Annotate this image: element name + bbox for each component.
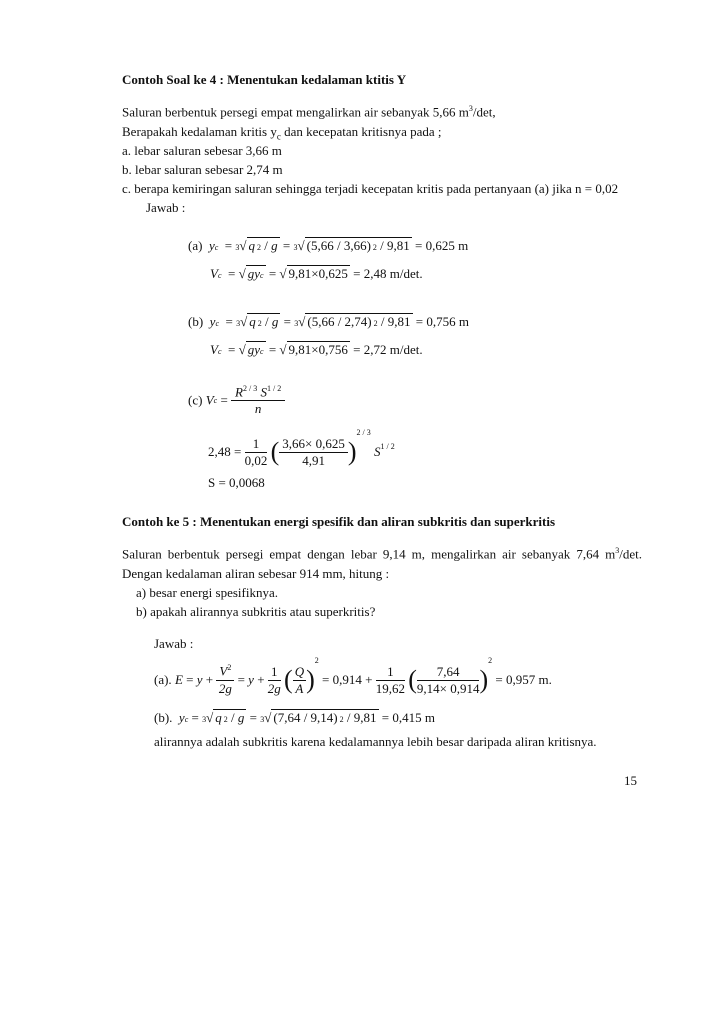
equation-critical-depth-5b: (b). yc = 3√ q 2 / g = 3√ (7,64 / 9,14) 2 / 9,81 = 0,415 m — [154, 710, 435, 725]
equation-a-critical-velocity: Vc = √ gyc = √ 9,81×0,625 = 2,48 m/det. — [210, 266, 423, 281]
example4-line1: Saluran berbentuk persegi empat mengalirkan air sebanyak 5,66 $m^3/\det$, — [122, 104, 496, 120]
equation-b-critical-velocity: Vc = √ gyc = √ 9,81×0,756 = 2,72 m/det. — [210, 342, 423, 357]
equation-c-manning: (c) Vc = $\frac{R^{2 / 3} S^{1 / 2}}{n}$ — [188, 384, 285, 417]
example4-jawab: Jawab : — [146, 200, 186, 215]
equation-a-critical-depth: (a) yc = 3√ q 2 / g = 3√ (5,66 / 3,66) 2 / 9,81 = 0,625 m — [188, 238, 469, 253]
example5-item-a: a) besar energi spesifiknya. — [136, 585, 278, 600]
equation-b-critical-depth: (b) yc = 3√ q 2 / g = 3√ (5,66 / 2,74) 2 / 9,81 = 0,756 m — [188, 314, 469, 329]
example4-title: Contoh Soal ke 4 : Menentukan kedalaman ktitis Y — [122, 72, 407, 87]
example5-jawab: Jawab : — [154, 636, 194, 651]
equation-c-result: S = 0,0068 — [208, 475, 265, 490]
example5-conclusion: alirannya adalah subkritis karena kedalamannya lebih besar daripada aliran kritisnya. — [154, 734, 597, 749]
example5-title: Contoh ke 5 : Menentukan energi spesifik dan aliran subkritis dan superkritis — [122, 514, 556, 529]
page-number: 15 — [624, 773, 637, 788]
example4-item-c: c. berapa kemiringan saluran sehingga terjadi kecepatan kritis pada pertanyaan (a) jika n = 0,02 — [122, 181, 619, 196]
example4-line2: Berapakah kedalaman kritis $y_c$ dan kecepatan kritisnya pada ; — [122, 124, 442, 142]
example5-line1: Saluran berbentuk persegi empat dengan lebar 9,14 m, mengalirkan air sebanyak 7,64 $m^3/\det$. — [122, 546, 642, 562]
equation-specific-energy: (a). E = y + $\frac{V^2}{2g}$ = y + $\frac{1}{2g}$ ( $\frac{Q}{A}$ )$^2$ = 0,914 + $\frac{1}{19,62}$ ( $\frac{7,64}{9,14\times 0,914}$ )$^2$ = 0,957 m. — [154, 656, 552, 696]
example4-item-b: b. lebar saluran sebesar 2,74 m — [122, 162, 283, 177]
equation-c-substitution: 2,48 = $\frac{1}{0,02}$ ( $\frac{3,66\times 0,625}{4,91}$ )$^{2 / 3}$ $S^{1 / 2}$ — [208, 428, 395, 468]
example4-item-a: a. lebar saluran sebesar 3,66 m — [122, 143, 282, 158]
example5-line2: Dengan kedalaman aliran sebesar 914 mm, hitung : — [122, 566, 390, 581]
example5-item-b: b) apakah alirannya subkritis atau superkritis? — [136, 604, 376, 619]
